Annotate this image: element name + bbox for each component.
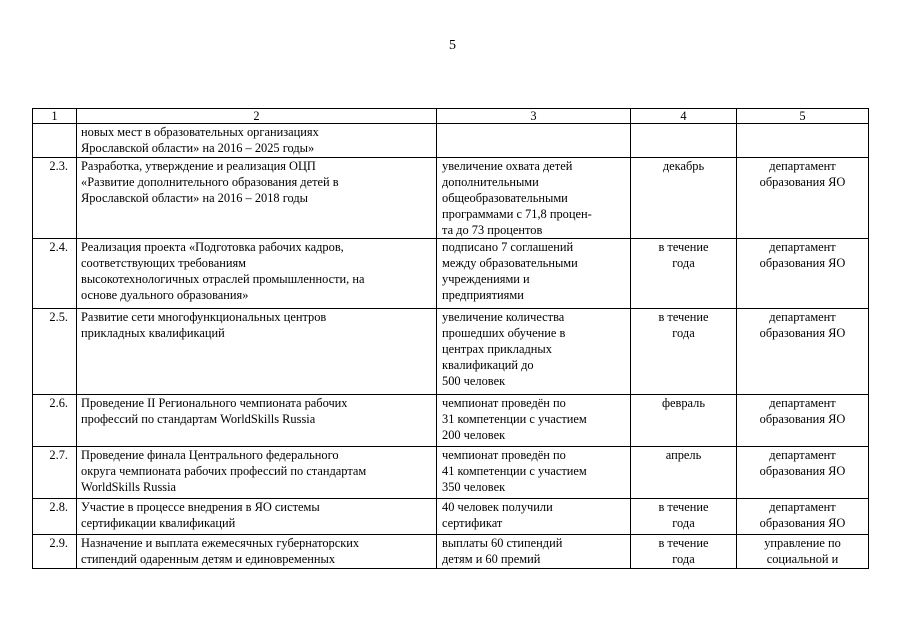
term-cell-line: декабрь	[662, 159, 705, 173]
activity-cell-line: высокотехнологичных отраслей промышленности, на	[81, 272, 365, 286]
table-row	[33, 395, 869, 447]
term-cell	[631, 309, 737, 395]
term-cell	[631, 535, 737, 569]
term-cell-line: года	[672, 326, 695, 340]
row-number: 2.3.	[33, 158, 77, 239]
activity-cell-line: соответствующих требованиям	[81, 256, 246, 270]
responsible-cell-line: департамент	[769, 500, 836, 514]
result-cell-line: сертификат	[442, 516, 503, 530]
responsible-cell-line: образования ЯО	[759, 256, 846, 270]
activity-cell	[77, 447, 437, 499]
result-cell	[437, 239, 631, 309]
activity-cell-line: округа чемпионата рабочих профессий по стандартам	[81, 464, 367, 478]
result-cell-line: 200 человек	[442, 428, 506, 442]
activity-cell-line: профессий по стандартам WorldSkills Russia	[81, 412, 316, 426]
table-row	[33, 158, 869, 239]
result-cell-line: 40 человек получили	[442, 500, 553, 514]
responsible-cell-line: управление по	[764, 536, 841, 550]
responsible-cell-line: образования ЯО	[759, 516, 846, 530]
result-cell-line: программами с 71,8 процен-	[442, 207, 592, 221]
activity-cell-line: Развитие сети многофункциональных центров	[81, 310, 327, 324]
responsible-cell-line: образования ЯО	[759, 326, 846, 340]
page-number: 5	[449, 38, 456, 53]
result-cell-line: 41 компетенции с участием	[442, 464, 587, 478]
activity-cell-line: новых мест в образовательных организациях	[81, 125, 319, 139]
row-number: 2.6.	[33, 395, 77, 447]
responsible-cell	[737, 395, 869, 447]
result-cell-line: центрах прикладных	[442, 342, 552, 356]
activity-cell	[77, 239, 437, 309]
column-header-3: 3	[437, 109, 631, 124]
activity-cell	[77, 309, 437, 395]
result-cell-line: учреждениями и	[442, 272, 530, 286]
activity-cell-line: Разработка, утверждение и реализация ОЦП	[81, 159, 316, 173]
responsible-cell	[737, 535, 869, 569]
table-row	[33, 447, 869, 499]
result-cell-line: 500 человек	[442, 374, 506, 388]
term-cell-line: в течение	[658, 536, 709, 550]
term-cell-line: апрель	[665, 448, 702, 462]
responsible-cell-line: социальной и	[766, 552, 839, 566]
row-number: 2.5.	[33, 309, 77, 395]
activity-cell-line: Ярославской области» на 2016 – 2025 годы»	[81, 141, 315, 155]
activity-cell-line: WorldSkills Russia	[81, 480, 177, 494]
result-cell-line: та до 73 процентов	[442, 223, 543, 237]
term-cell	[631, 158, 737, 239]
table-row	[33, 239, 869, 309]
activity-cell-line: сертификации квалификаций	[81, 516, 236, 530]
result-cell-line: выплаты 60 стипендий	[442, 536, 563, 550]
row-number: 2.8.	[33, 499, 77, 535]
responsible-cell-line: департамент	[769, 159, 836, 173]
result-cell-line: предприятиями	[442, 288, 524, 302]
term-cell	[631, 239, 737, 309]
activity-cell	[77, 499, 437, 535]
responsible-cell	[737, 124, 869, 158]
result-cell	[437, 447, 631, 499]
table-row	[33, 535, 869, 569]
activity-cell-line: Ярославской области» на 2016 – 2018 годы	[81, 191, 308, 205]
result-cell-line: детям и 60 премий	[442, 552, 541, 566]
row-number: 2.7.	[33, 447, 77, 499]
activity-cell	[77, 158, 437, 239]
result-cell-line: чемпионат проведён по	[442, 396, 566, 410]
activity-cell-line: Участие в процессе внедрения в ЯО системы	[81, 500, 320, 514]
result-cell-line: увеличение охвата детей	[442, 159, 573, 173]
measures-table	[32, 108, 869, 569]
activity-cell	[77, 395, 437, 447]
result-cell-line: 350 человек	[442, 480, 506, 494]
responsible-cell-line: департамент	[769, 240, 836, 254]
responsible-cell-line: департамент	[769, 448, 836, 462]
table-row	[33, 309, 869, 395]
table-row	[33, 499, 869, 535]
activity-cell	[77, 124, 437, 158]
result-cell	[437, 158, 631, 239]
term-cell-line: в течение	[658, 240, 709, 254]
responsible-cell	[737, 447, 869, 499]
result-cell-line: между образовательными	[442, 256, 578, 270]
term-cell-line: февраль	[661, 396, 706, 410]
result-cell-line: подписано 7 соглашений	[442, 240, 574, 254]
result-cell	[437, 395, 631, 447]
result-cell-line: 31 компетенции с участием	[442, 412, 587, 426]
term-cell	[631, 124, 737, 158]
activity-cell-line: Проведение финала Центрального федерального	[81, 448, 339, 462]
responsible-cell-line: образования ЯО	[759, 464, 846, 478]
result-cell	[437, 499, 631, 535]
term-cell-line: года	[672, 552, 695, 566]
result-cell	[437, 124, 631, 158]
activity-cell-line: прикладных квалификаций	[81, 326, 225, 340]
activity-cell-line: основе дуального образования»	[81, 288, 249, 302]
responsible-cell-line: департамент	[769, 396, 836, 410]
responsible-cell-line: образования ЯО	[759, 412, 846, 426]
responsible-cell	[737, 239, 869, 309]
table-row	[33, 124, 869, 158]
result-cell-line: прошедших обучение в	[442, 326, 566, 340]
activity-cell-line: Реализация проекта «Подготовка рабочих кадров,	[81, 240, 344, 254]
result-cell	[437, 309, 631, 395]
result-cell-line: увеличение количества	[442, 310, 565, 324]
column-header-1: 1	[33, 109, 77, 124]
term-cell	[631, 395, 737, 447]
table-header-row	[33, 109, 869, 124]
row-number: 2.9.	[33, 535, 77, 569]
term-cell-line: в течение	[658, 500, 709, 514]
result-cell-line: чемпионат проведён по	[442, 448, 566, 462]
activity-cell-line: «Развитие дополнительного образования детей в	[81, 175, 339, 189]
result-cell-line: квалификаций до	[442, 358, 534, 372]
activity-cell-line: стипендий одаренным детям и единовременных	[81, 552, 336, 566]
responsible-cell	[737, 499, 869, 535]
row-number	[33, 124, 77, 158]
responsible-cell-line: департамент	[769, 310, 836, 324]
row-number: 2.4.	[33, 239, 77, 309]
column-header-5: 5	[737, 109, 869, 124]
result-cell	[437, 535, 631, 569]
activity-cell-line: Назначение и выплата ежемесячных губернаторских	[81, 536, 360, 550]
term-cell-line: года	[672, 256, 695, 270]
term-cell	[631, 447, 737, 499]
result-cell-line: дополнительными	[442, 175, 539, 189]
responsible-cell-line: образования ЯО	[759, 175, 846, 189]
result-cell-line: общеобразовательными	[442, 191, 568, 205]
term-cell-line: года	[672, 516, 695, 530]
term-cell-line: в течение	[658, 310, 709, 324]
responsible-cell	[737, 309, 869, 395]
column-header-4: 4	[631, 109, 737, 124]
term-cell	[631, 499, 737, 535]
column-header-2: 2	[77, 109, 437, 124]
activity-cell-line: Проведение II Регионального чемпионата рабочих	[81, 396, 348, 410]
activity-cell	[77, 535, 437, 569]
responsible-cell	[737, 158, 869, 239]
